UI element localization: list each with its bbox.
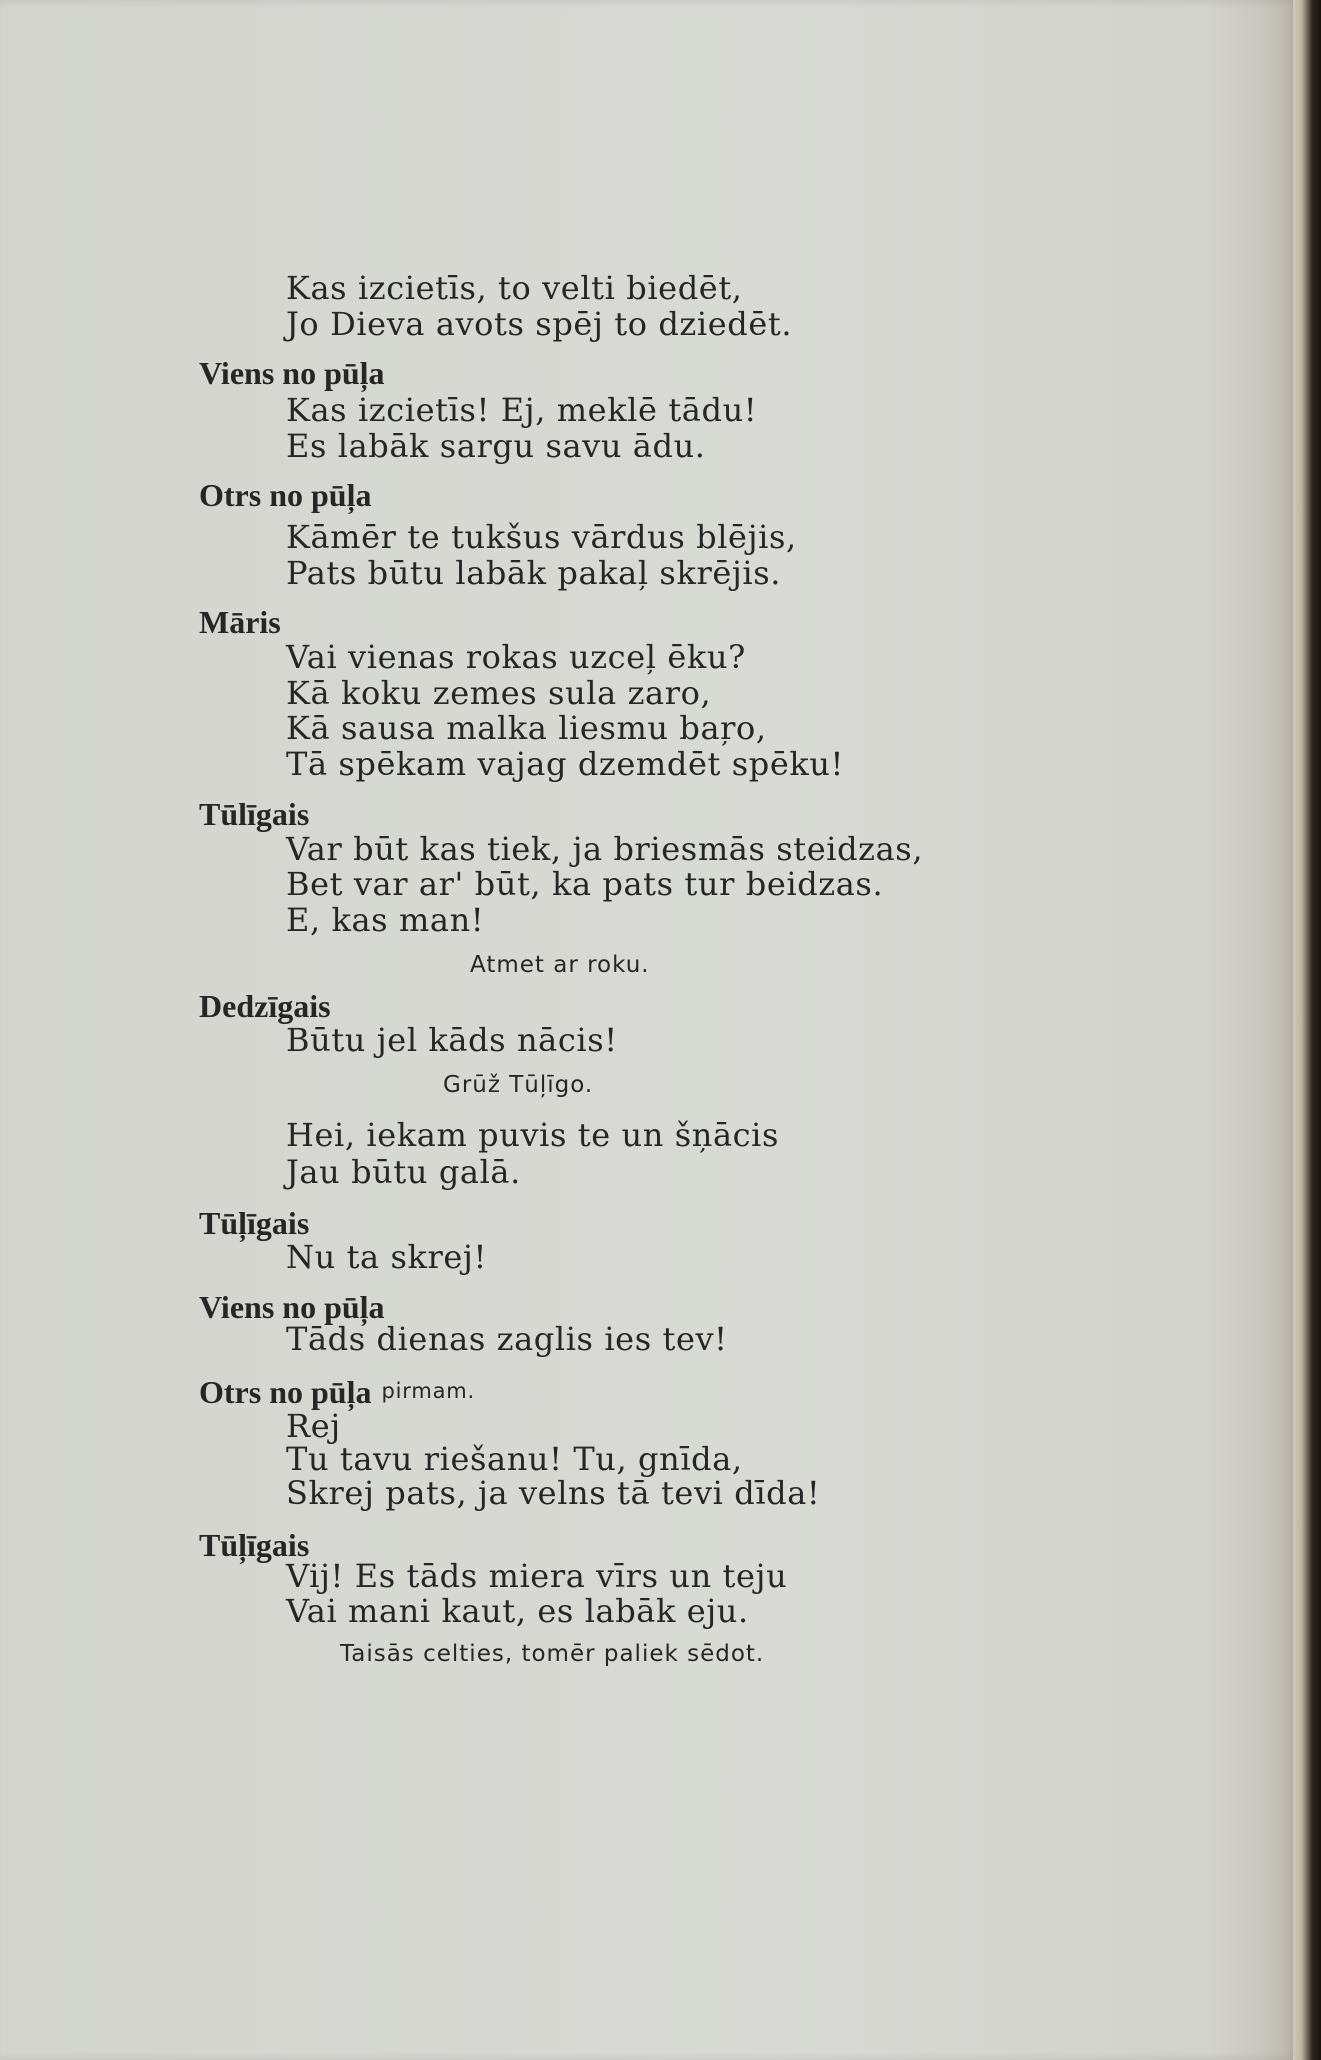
verse-line: Vij! Es tāds miera vīrs un teju bbox=[286, 1557, 788, 1595]
verse-line: Tāds dienas zaglis ies tev! bbox=[286, 1320, 728, 1358]
stage-direction: pirmam. bbox=[381, 1379, 475, 1403]
verse-line: Jo Dieva avots spēj to dziedēt. bbox=[286, 305, 793, 343]
speaker-name: Tūļīgais bbox=[199, 1527, 310, 1563]
verse-line: Tu tavu riešanu! Tu, gnīda, bbox=[286, 1440, 743, 1478]
verse-line: Kāmēr te tukšus vārdus blējis, bbox=[286, 518, 797, 556]
stage-direction: Grūž Tūļīgo. bbox=[443, 1072, 594, 1098]
verse-line: Kā koku zemes sula zaro, bbox=[286, 674, 712, 712]
verse-line: Bet var ar' būt, ka pats tur beidzas. bbox=[286, 865, 884, 903]
verse-line: Tā spēkam vajag dzemdēt spēku! bbox=[286, 745, 845, 783]
verse-line: Pats būtu labāk pakaļ skrējis. bbox=[286, 554, 782, 592]
speaker-name: Viens no pūļa bbox=[199, 1289, 385, 1325]
verse-line: Skrej pats, ja velns tā tevi dīda! bbox=[286, 1474, 821, 1512]
verse-line: Kas izcietīs, to velti biedēt, bbox=[286, 269, 743, 307]
stage-direction: Atmet ar roku. bbox=[470, 952, 650, 978]
speaker-label: Otrs no pūļa bbox=[199, 1374, 372, 1410]
page-edge bbox=[1293, 0, 1321, 2060]
speaker-name: Māris bbox=[199, 604, 281, 640]
speaker-name bbox=[199, 1374, 475, 1409]
verse-line: Var būt kas tiek, ja briesmās steidzas, bbox=[286, 830, 924, 868]
speaker-name: Tūļīgais bbox=[199, 1205, 310, 1241]
verse-line: Nu ta skrej! bbox=[286, 1238, 487, 1276]
verse-line: Hei, iekam puvis te un šņācis bbox=[286, 1116, 780, 1154]
verse-line: Es labāk sargu savu ādu. bbox=[286, 427, 706, 465]
speaker-name: Tūlīgais bbox=[199, 796, 310, 832]
verse-line: Jau būtu galā. bbox=[286, 1153, 521, 1191]
verse-line: Kā sausa malka liesmu baŗo, bbox=[286, 709, 767, 747]
verse-line: E, kas man! bbox=[286, 901, 485, 939]
stage-direction: Taisās celties, tomēr paliek sēdot. bbox=[340, 1641, 765, 1667]
verse-line: Būtu jel kāds nācis! bbox=[286, 1021, 618, 1059]
verse-line: Kas izcietīs! Ej, meklē tādu! bbox=[286, 391, 758, 429]
verse-line: Vai mani kaut, es labāk eju. bbox=[286, 1592, 749, 1630]
verse-line: Vai vienas rokas uzceļ ēku? bbox=[286, 638, 746, 676]
speaker-name: Otrs no pūļa bbox=[199, 477, 372, 513]
verse-line: Rej bbox=[286, 1407, 341, 1445]
speaker-name: Viens no pūļa bbox=[199, 355, 385, 391]
speaker-name: Dedzīgais bbox=[199, 988, 331, 1024]
